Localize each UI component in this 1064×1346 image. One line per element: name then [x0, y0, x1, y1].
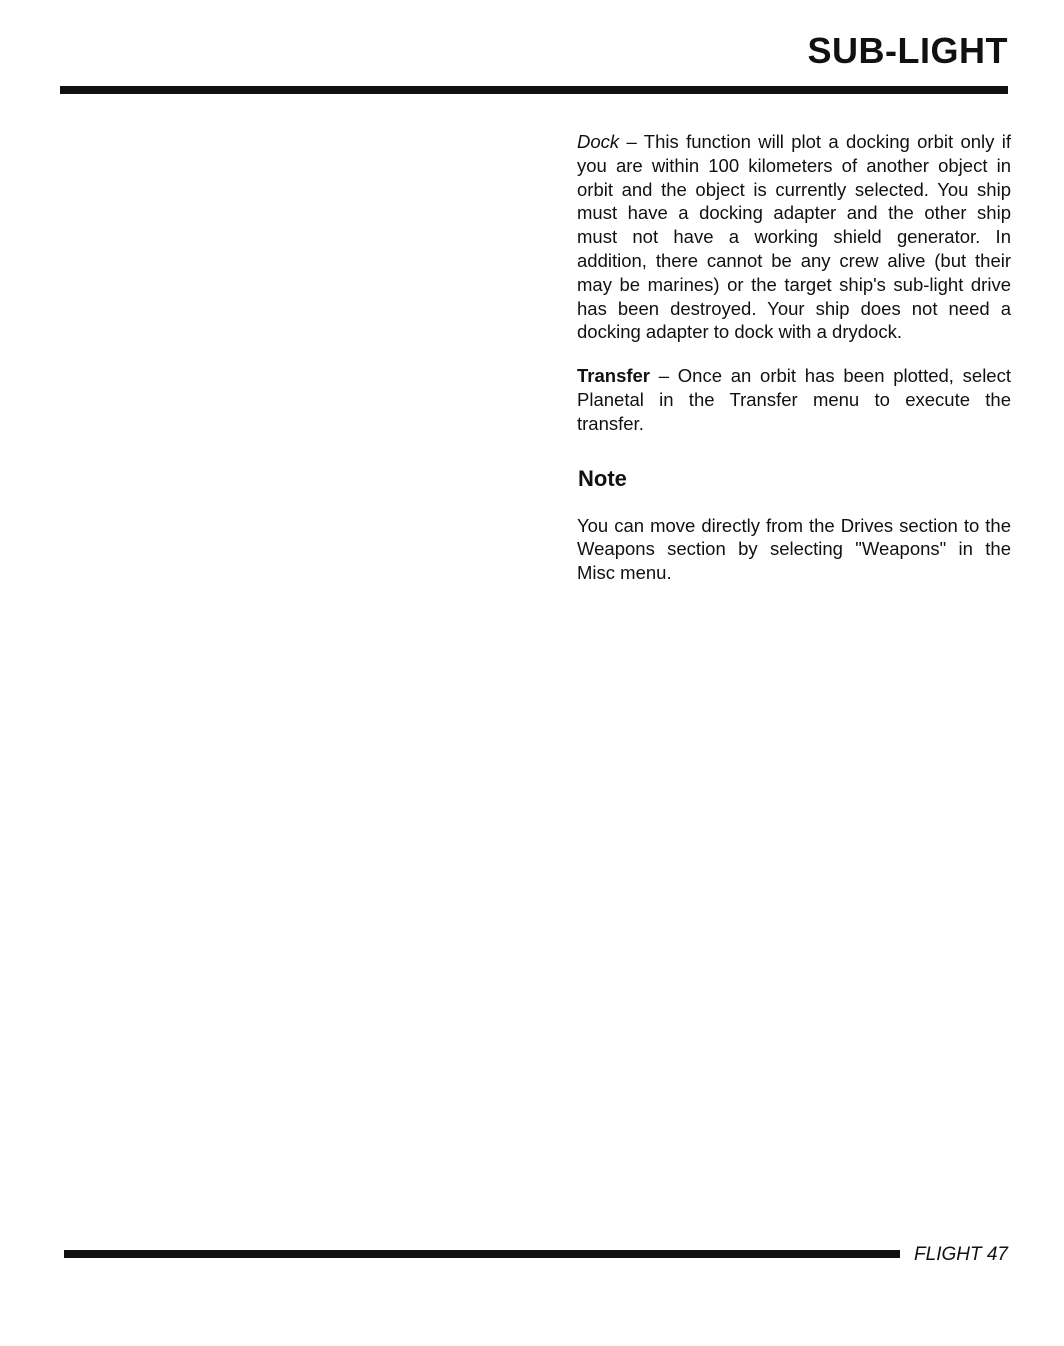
dock-text: This function will plot a docking orbit only if you are within 100 kilometers of another object in orbit and the object is currently selected. You ship must have a docking adapter and the other ship must not have a working shield generator. In addition, there cannot be any crew alive (but their may be marines) or the target ship's sub-light drive has been destroyed. Your ship does not need a docking adapter to dock with a drydock. [577, 131, 1011, 343]
note-paragraph [577, 514, 1011, 585]
footer-rule [64, 1250, 900, 1258]
transfer-term: Transfer [577, 365, 651, 387]
page-footer-label: FLIGHT 47 [914, 1244, 1008, 1265]
page-title: SUB-LIGHT [807, 30, 1008, 71]
dock-paragraph [577, 130, 1011, 344]
main-content [577, 130, 1011, 605]
header-rule [60, 86, 1008, 94]
note-heading: Note [578, 465, 627, 491]
note-text: You can move directly from the Drives section to the Weapons section by selecting "Weapons" in the Misc menu. [577, 514, 1011, 584]
transfer-paragraph [577, 364, 1011, 435]
transfer-text: Once an orbit has been plotted, select Planetal in the Transfer menu to execute the transfer. [577, 365, 1011, 434]
dock-term: Dock [577, 131, 620, 152]
dock-separator: – [619, 131, 644, 152]
transfer-separator: – [650, 365, 678, 387]
